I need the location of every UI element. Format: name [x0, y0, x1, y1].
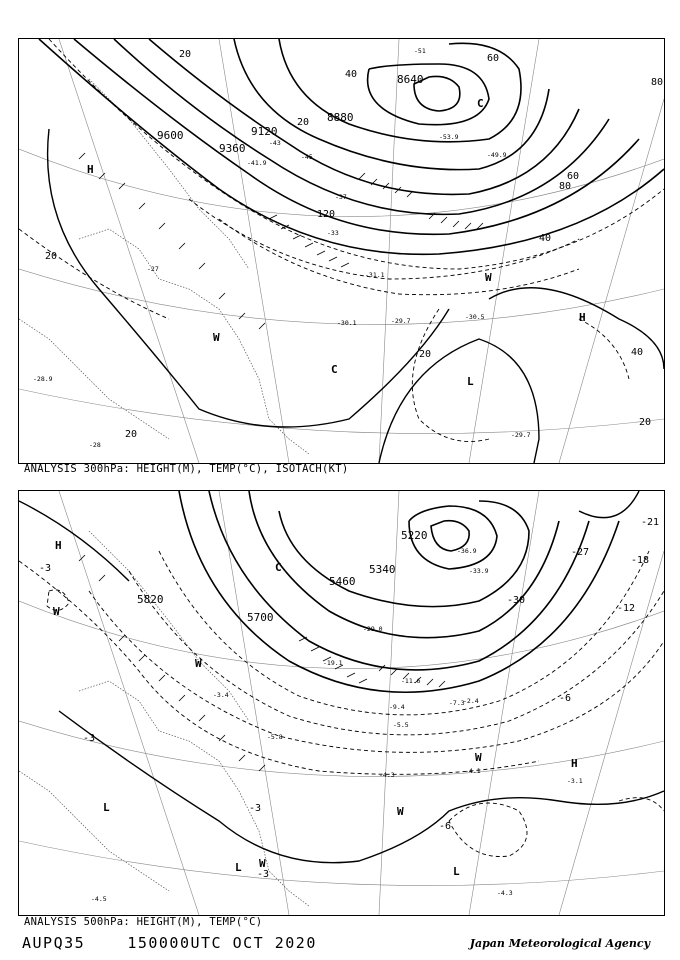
- height-contours: [179, 491, 619, 692]
- isotach-contours: [19, 39, 664, 442]
- temp-obs: -30.1: [337, 319, 357, 327]
- temp-obs: -36.9: [457, 547, 477, 555]
- temperature-plots: [33, 47, 531, 449]
- temp-obs: -28.9: [33, 375, 53, 383]
- isotherm-label: -18: [631, 555, 650, 566]
- temp-obs: -29.7: [511, 431, 531, 439]
- temp-obs: -9.4: [389, 703, 405, 711]
- isotach-label: 120: [317, 209, 336, 220]
- map-panel-500hpa: [18, 490, 665, 916]
- isotherm-label: -3: [39, 563, 52, 574]
- temp-obs: -27: [147, 265, 159, 273]
- isotach-label: 20: [125, 429, 138, 440]
- height-label: 8880: [327, 111, 354, 124]
- warm-center-marker: W: [259, 857, 266, 870]
- isotach-label: 20: [297, 117, 310, 128]
- isotach-label: 20: [179, 49, 192, 60]
- temp-obs: -2.4: [463, 697, 479, 705]
- cold-center-marker: C: [331, 363, 338, 376]
- temp-obs: -28: [89, 441, 101, 449]
- isotherm-label: -3: [83, 733, 96, 744]
- temp-obs: -29.0: [363, 625, 383, 633]
- temp-obs: -30.5: [465, 313, 485, 321]
- isotach-label: 40: [631, 347, 644, 358]
- isotherm-label: -3: [257, 869, 270, 880]
- height-label: 9120: [251, 125, 278, 138]
- high-pressure-marker: H: [579, 311, 586, 324]
- chart-caption-300hpa: ANALYSIS 300hPa: HEIGHT(M), TEMP(°C), ISOTACH(KT): [24, 463, 349, 475]
- map-panel-300hpa: [18, 38, 665, 464]
- zero-isotherm: [19, 491, 664, 863]
- temp-obs: -51: [414, 47, 426, 55]
- warm-center-marker: W: [397, 805, 404, 818]
- height-label: 5340: [369, 563, 396, 576]
- temp-obs: -45: [301, 153, 313, 161]
- temp-obs: -4.1: [465, 767, 481, 775]
- warm-center-marker: W: [53, 605, 60, 618]
- height-label: 5460: [329, 575, 356, 588]
- temp-obs: -4.3: [497, 889, 513, 897]
- isotach-label: 20: [419, 349, 432, 360]
- temp-obs: -5.8: [267, 733, 283, 741]
- high-pressure-marker: H: [87, 163, 94, 176]
- wind-barbs: [79, 153, 483, 329]
- warm-center-marker: W: [195, 657, 202, 670]
- temp-obs: -29.7: [391, 317, 411, 325]
- isotach-label: 80: [651, 77, 664, 88]
- temp-obs: -11.6: [401, 677, 421, 685]
- temp-obs: -41.9: [247, 159, 267, 167]
- map-300hpa-canvas: [19, 39, 664, 463]
- isotach-label: 80: [559, 181, 572, 192]
- chart-caption-500hpa: ANALYSIS 500hPa: HEIGHT(M), TEMP(°C): [24, 916, 263, 928]
- temp-obs: -49.9: [487, 151, 507, 159]
- temp-obs: -33.9: [469, 567, 489, 575]
- isotherm-label: -12: [617, 603, 636, 614]
- temp-obs: -31.1: [365, 271, 385, 279]
- temp-obs: -37: [335, 193, 347, 201]
- temp-obs: -4.3: [379, 771, 395, 779]
- agency-name: Japan Meteorological Agency: [469, 937, 650, 950]
- isotherm-label: -6: [559, 693, 572, 704]
- height-labels: [157, 73, 424, 155]
- warm-center-marker: W: [485, 271, 492, 284]
- temp-obs: -3.4: [213, 691, 229, 699]
- wind-barbs: [79, 555, 445, 771]
- height-label: 5700: [247, 611, 274, 624]
- isotach-label: 40: [345, 69, 358, 80]
- pressure-systems: [53, 539, 578, 878]
- temp-obs: -33: [327, 229, 339, 237]
- low-pressure-marker: L: [235, 861, 242, 874]
- temp-obs: -7.3: [449, 699, 465, 707]
- isotherm-label: -30: [507, 595, 526, 606]
- isotherm-label: -6: [439, 821, 452, 832]
- high-pressure-marker: H: [571, 757, 578, 770]
- isotach-label: 20: [45, 251, 58, 262]
- map-500hpa-canvas: [19, 491, 664, 915]
- isotach-label: 20: [639, 417, 652, 428]
- isotach-label: 60: [567, 171, 580, 182]
- height-labels: [137, 529, 428, 624]
- isotach-label: 60: [487, 53, 500, 64]
- height-label: 9360: [219, 142, 246, 155]
- isotach-labels: [45, 49, 663, 440]
- warm-center-marker: W: [213, 331, 220, 344]
- temp-obs: -5.5: [393, 721, 409, 729]
- high-pressure-marker: H: [55, 539, 62, 552]
- temp-obs: -43: [269, 139, 281, 147]
- valid-time: 150000UTC OCT 2020: [127, 934, 317, 952]
- height-label: 8640: [397, 73, 424, 86]
- isotherm-label: -21: [641, 517, 660, 528]
- height-label: 9600: [157, 129, 184, 142]
- height-label: 5820: [137, 593, 164, 606]
- cold-center-marker: C: [477, 97, 484, 110]
- temp-obs: -3.1: [567, 777, 583, 785]
- temp-obs: -4.5: [91, 895, 107, 903]
- warm-center-marker: W: [475, 751, 482, 764]
- temp-obs: -19.1: [323, 659, 343, 667]
- cold-center-marker: C: [275, 561, 282, 574]
- temp-obs: -53.9: [439, 133, 459, 141]
- isotherm-label: -3: [249, 803, 262, 814]
- height-label: 5220: [401, 529, 428, 542]
- bulletin-code: AUPQ35: [22, 934, 86, 952]
- low-pressure-marker: L: [103, 801, 110, 814]
- temperature-contour-labels: [39, 517, 659, 880]
- low-pressure-marker: L: [467, 375, 474, 388]
- bulletin-header: [22, 934, 317, 952]
- low-pressure-marker: L: [453, 865, 460, 878]
- isotach-label: 40: [539, 233, 552, 244]
- isotherm-label: -27: [571, 547, 590, 558]
